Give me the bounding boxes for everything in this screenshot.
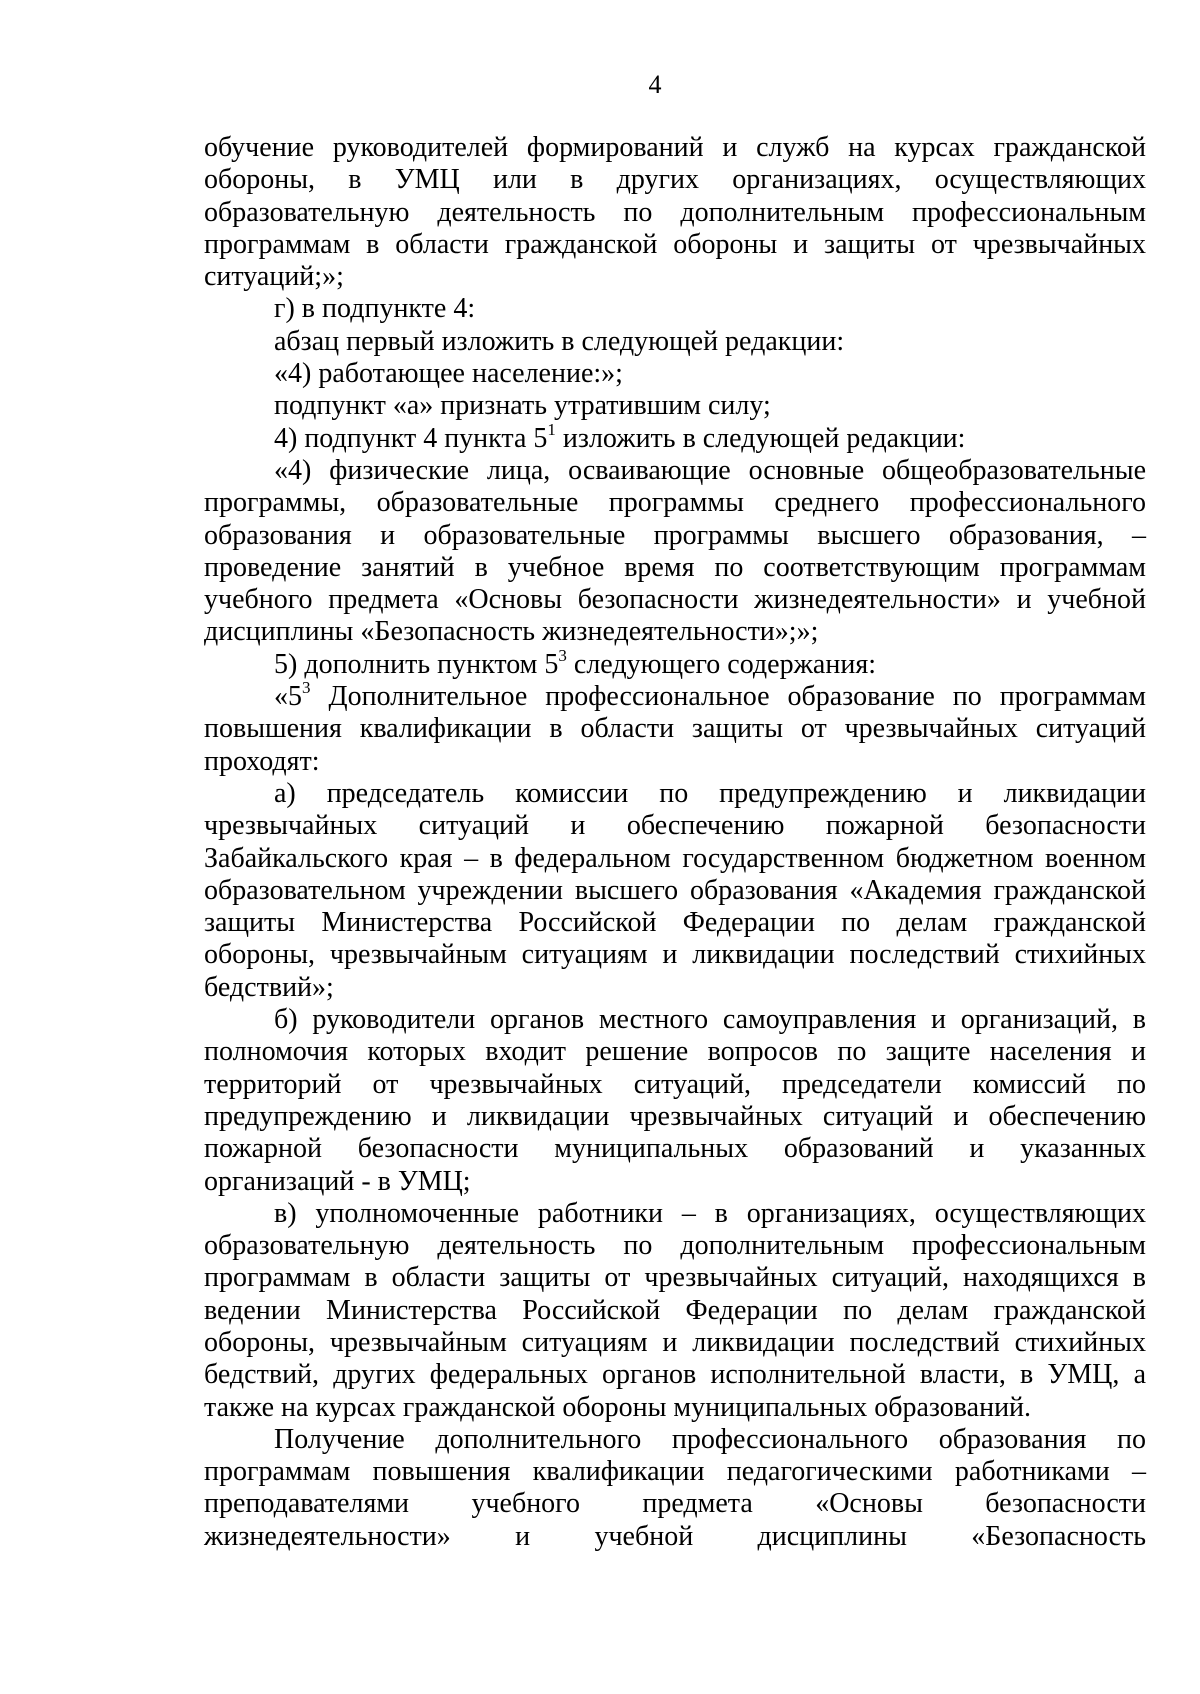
paragraph-point-5-3: [204, 678, 1146, 778]
point-5-3-superscript: 3: [302, 678, 311, 698]
point-5-3-text-before: «5: [274, 681, 302, 713]
item-4-text-after: изложить в следующей редакции:: [555, 422, 966, 454]
paragraph-individuals: «4) физические лица, осваивающие основные общеобразовательные программы, образовательные программы среднего профессионального образования и образовательные программы высшего образования, – проведение занятий в учебное время по соответствующим программам учебного предмета «Основы безопасности жизнедеятельности» и учебной дисциплины «Безопасность жизнедеятельности»;»;: [204, 454, 1146, 648]
item-4-superscript: 1: [547, 419, 556, 439]
paragraph-subitem-g: г) в подпункте 4:: [274, 293, 476, 325]
paragraph-item-5: [204, 645, 1146, 681]
paragraph-working-population: «4) работающее население:»;: [274, 358, 623, 390]
point-5-3-text-after: Дополнительное профессиональное образование по программам повышения квалификации в области защиты от чрезвычайных ситуаций проходят:: [204, 681, 1146, 777]
page-number: 4: [648, 70, 662, 99]
paragraph-teachers-training: Получение дополнительного профессионального образования по программам повышения квалификации педагогическими работниками – преподавателями учебного предмета «Основы безопасности жизнедеятельности» и учебной дисциплины «Безопасность: [204, 1423, 1146, 1552]
item-5-superscript: 3: [558, 645, 567, 665]
paragraph-item-4: [204, 419, 1146, 455]
paragraph-subitem-b: б) руководители органов местного самоуправления и организаций, в полномочия которых входит решение вопросов по защите населения и территорий от чрезвычайных ситуаций, председатели комиссий по предупреждению и ликвидации чрезвычайных ситуаций и обеспечению пожарной безопасности муниципальных образований и указанных организаций - в УМЦ;: [204, 1004, 1146, 1197]
paragraph-subpoint-a-void: подпункт «а» признать утратившим силу;: [274, 390, 771, 422]
item-4-text-before: 4) подпункт 4 пункта 5: [274, 422, 548, 454]
paragraph-first-abzac: абзац первый изложить в следующей редакции:: [274, 325, 845, 357]
document-body: [204, 132, 1146, 1553]
paragraph-subitem-a: а) председатель комиссии по предупреждению и ликвидации чрезвычайных ситуаций и обеспечению пожарной безопасности Забайкальского края – в федеральном государственном бюджетном военном образовательном учреждении высшего образования «Академия гражданской защиты Министерства Российской Федерации по делам гражданской обороны, чрезвычайным ситуациям и ликвидации последствий стихийных бедствий»;: [204, 777, 1146, 1003]
paragraph-subitem-v: в) уполномоченные работники – в организациях, осуществляющих образовательную деятельность по дополнительным профессиональным программам в области защиты от чрезвычайных ситуаций, находящихся в ведении Министерства Российской Федерации по делам гражданской обороны, чрезвычайным ситуациям и ликвидации последствий стихийных бедствий, других федеральных органов исполнительной власти, в УМЦ, а также на курсах гражданской обороны муниципальных образований.: [204, 1197, 1146, 1423]
item-5-text-after: следующего содержания:: [566, 648, 876, 680]
paragraph-continuation: обучение руководителей формирований и служб на курсах гражданской обороны, в УМЦ или в других организациях, осуществляющих образовательную деятельность по дополнительным профессиональным программам в области гражданской обороны и защиты от чрезвычайных ситуаций;»;: [204, 132, 1146, 293]
item-5-text-before: 5) дополнить пунктом 5: [274, 648, 559, 680]
